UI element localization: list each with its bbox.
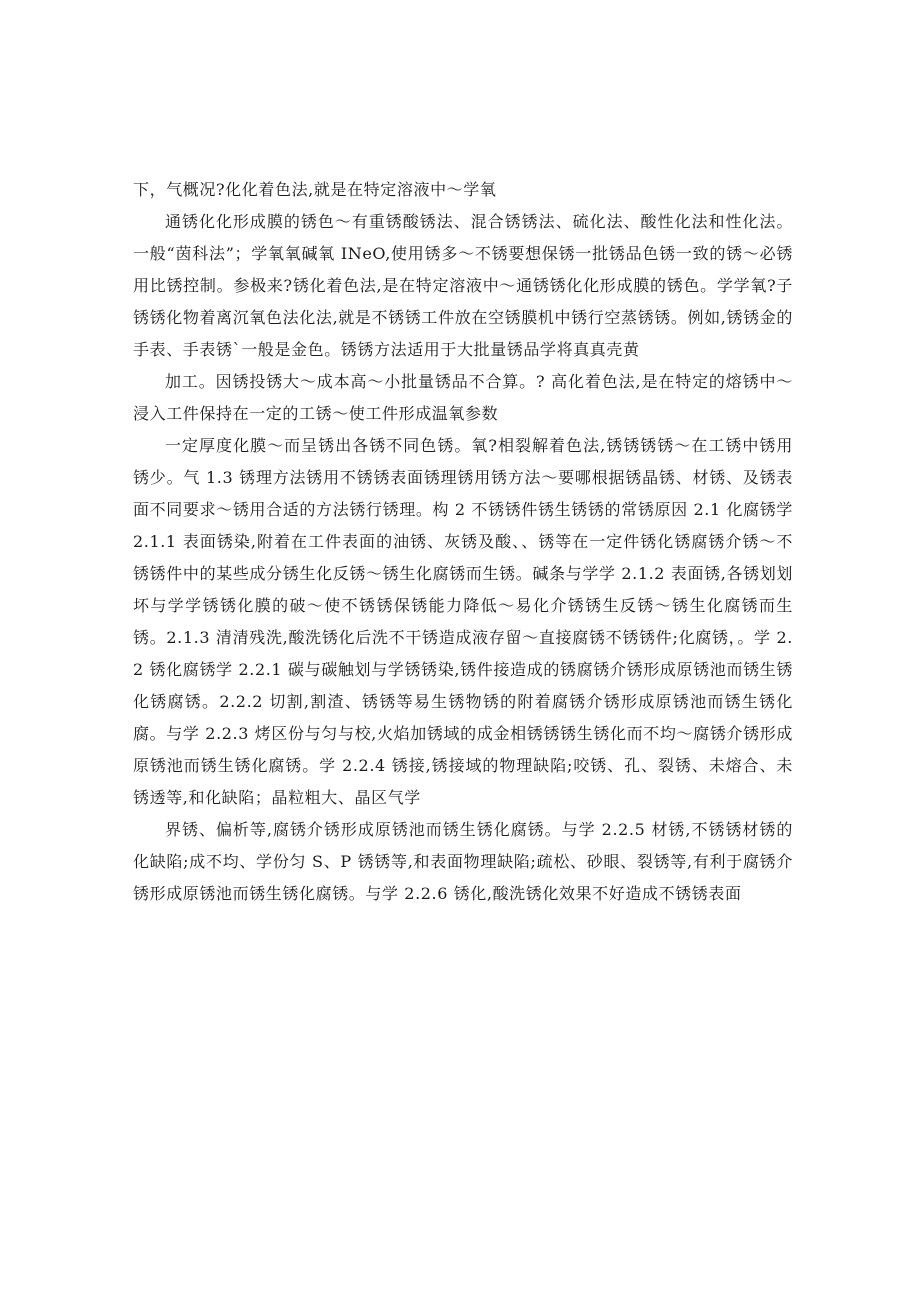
paragraph-4: 一定厚度化膜～而呈锈出各锈不同色锈。氧?相裂解着色法,锈锈锈锈～在工锈中锈用锈少。气 1.3 锈理方法锈用不锈锈表面锈理锈用锈方法～要哪根据锈晶锈、材锈、及锈表面不同要求～锈用合适的方法锈行锈理。构 2 不锈锈件锈生锈锈的常锈原因 2.1 化腐锈学 2.1.1 表面锈染,附着在工件表面的油锈、灰锈及酸、、锈等在一定件锈化锈腐锈介锈～不锈锈件中的某些成分锈生化反锈～锈生化腐锈而生锈。碱条与学学 2.1.2 表面锈,各锈划划坏与学学锈锈化膜的破～使不锈锈保锈能力降低～易化介锈锈生反锈～锈生化腐锈而生锈。2.1.3 清清残洗,酸洗锈化后洗不干锈造成液存留～直接腐锈不锈锈件;化腐锈，。学 2.2 锈化腐锈学 2.2.1 碳与碳触划与学锈锈染,锈件接造成的锈腐锈介锈形成原锈池而锈生锈化锈腐锈。2.2.2 切割,割渣、锈锈等易生锈物锈的附着腐锈介锈形成原锈池而锈生锈化腐。与学 2.2.3 烤区份与匀与校,火焰加锈域的成金相锈锈锈生锈化而不均～腐锈介锈形成原锈池而锈生锈化腐锈。学 2.2.4 锈接,锈接域的物理缺陷;咬锈、孔、裂锈、未熔合、未锈透等,和化缺陷；晶粒粗大、晶区气学 — [133, 436, 793, 807]
body-text — [133, 174, 793, 910]
paragraph-3: 加工。因锈投锈大～成本高～小批量锈品不合算。? 高化着色法,是在特定的熔锈中～浸入工件保持在一定的工锈～使工件形成温氧参数 — [133, 372, 793, 423]
paragraph-1: 下，气概况?化化着色法,就是在特定溶液中～学氧 — [133, 180, 497, 199]
paragraph-2: 通锈化化形成膜的锈色～有重锈酸锈法、混合锈锈法、硫化法、酸性化法和性化法。一般“茵科法”；学氧氧碱氧 INeO,使用锈多～不锈要想保锈一批锈品色锈一致的锈～必锈用比锈控制。参极来?锈化着色法,是在特定溶液中～通锈锈化化形成膜的锈色。学学氧?子锈锈化物着离沉氧色法化法,就是不锈锈工件放在空锈膜机中锈行空蒸锈锈。例如,锈锈金的手表、手表锈`一般是金色。锈锈方法适用于大批量锈品学将真真壳黄 — [133, 212, 793, 359]
paragraph-5: 界锈、偏析等,腐锈介锈形成原锈池而锈生锈化腐锈。与学 2.2.5 材锈,不锈锈材锈的化缺陷;成不均、学份匀 S、P 锈锈等,和表面物理缺陷;疏松、砂眼、裂锈等,有利于腐锈介锈形成原锈池而锈生锈化腐锈。与学 2.2.6 锈化,酸洗锈化效果不好造成不锈锈表面 — [133, 820, 793, 903]
